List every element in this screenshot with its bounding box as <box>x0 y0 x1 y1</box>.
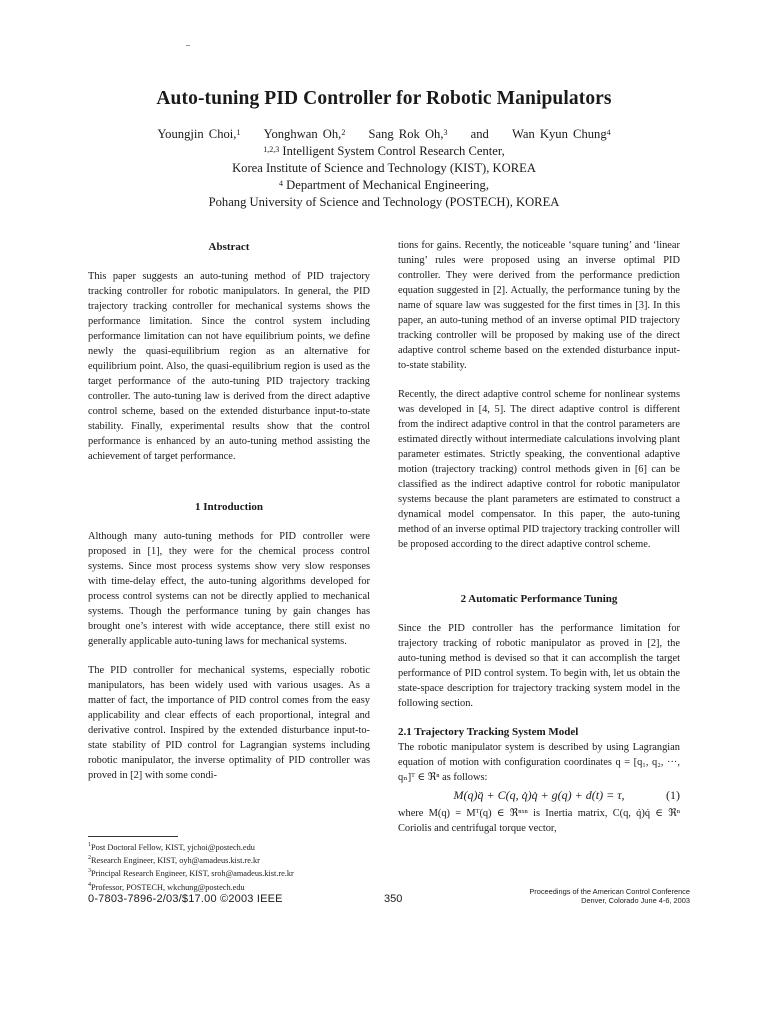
subsection-2-1-heading: 2.1 Trajectory Tracking System Model <box>398 726 579 738</box>
affiliation-line-2: Korea Institute of Science and Technology (KIST), KOREA <box>232 161 536 175</box>
footnote-4: $^4$Professor, POSTECH, wkchung@postech.edu <box>88 881 245 892</box>
author-block <box>0 126 768 211</box>
introduction-paragraph-2-end: tions for gains. Recently, the noticeable ‘square tuning’ and ‘linear tuning’ rules were proposed using an inverse optimal PID controller. They were derived from the performance prediction equation suggested in [2]. Actually, the performance tuning by the name of square law was suggested for the first times in [3]. In this paper, an auto-tuning method of an inverse optimal PID trajectory tracking controller will be proposed by making use of the direct adaptive control scheme based on the extended disturbance input-to-state stability. <box>398 240 680 371</box>
section-2-heading: 2 Automatic Performance Tuning <box>460 593 618 605</box>
page-number: 350 <box>384 893 403 905</box>
subsection-2-1-paragraph-2: where M(q) = Mᵀ(q) ∈ ℜⁿˣⁿ is Inertia matrix, C(q, q̇)q̇ ∈ ℜⁿ Coriolis and centrifugal torque vector, <box>398 808 680 834</box>
paper-title: Auto-tuning PID Controller for Robotic Manipulators <box>156 88 612 109</box>
footnote-3: $^3$Principal Research Engineer, KIST, sroh@amadeus.kist.re.kr <box>88 868 294 879</box>
introduction-paragraph-1: Although many auto-tuning methods for PID controller were proposed in [1], they were for the chemical process control systems. Since most process systems show very slow responses with time-delay effect, the auto-tuning algorithms developed for process control systems can not be directly applied to mechanical systems. Though the performance tuning by gain changes has brought one’s interest with wide acceptance, there still exist no generally applicable auto-tuning laws for mechanical systems. <box>88 531 370 647</box>
affiliation-line-4: Pohang University of Science and Technology (POSTECH), KOREA <box>208 195 560 209</box>
right-column <box>398 238 680 836</box>
abstract-text: This paper suggests an auto-tuning method of PID trajectory tracking controller for robotic manipulators. In general, the PID trajectory tracking controller for mechanical systems shows the performance limitation. Since the control system including performance limitation can not have equilibrium points, we define newly the quasi-equilibrium region as an alternative for equilibrium point. Also, the quasi-equilibrium region is used as the target performance of the auto-tuning PID trajectory tracking controller. The auto-tuning law is derived from the direct adaptive control scheme, based on the extended disturbance input-to-state stability. Finally, experimental results show that the control performance is enhanced by an auto-tuning method assisting the achievement of target performance. <box>88 271 370 462</box>
footnote-rule <box>88 836 178 837</box>
equation-1-number: (1) <box>666 788 680 802</box>
abstract-heading: Abstract <box>208 241 250 253</box>
author-4: Wan Kyun Chung$^4$ <box>512 127 611 141</box>
introduction-paragraph-3: Recently, the direct adaptive control scheme for nonlinear systems was developed in [4, 5]. The direct adaptive control is different from the indirect adaptive control in that the control parameters are estimated directly without intermediate calculations involving plant parameter estimates. Strictly speaking, the conventional adaptive motion (trajectory tracking) control methods given in [6] can be classified as the indirect adaptive control for robotic manipulator systems because the plant parameters are estimated to construct a dynamical model compensator. In this paper, the auto-tuning method of an inverse optimal PID trajectory tracking controller will be proposed according to the direct adaptive control scheme. <box>398 389 680 550</box>
equation-1-body: M(q)q̈ + C(q, q̇)q̇ + g(q) + d(t) = τ, <box>453 788 625 802</box>
scan-mark <box>186 45 190 46</box>
affiliation-line-1: $^{1,2,3}$ Intelligent System Control Research Center, <box>263 144 505 158</box>
footnote-1: $^1$Post Doctoral Fellow, KIST, yjchoi@postech.edu <box>88 842 255 852</box>
proceedings-info <box>529 887 690 905</box>
introduction-heading: 1 Introduction <box>195 501 263 513</box>
author-names <box>148 126 619 143</box>
author-3: Sang Rok Oh,$^3$ <box>368 127 448 141</box>
subsection-2-1-paragraph-1: The robotic manipulator system is described by using Lagrangian equation of motion with configuration coordinates q = [q₁, q₂, ···, qₙ]ᵀ ∈ ℜⁿ as follows: <box>398 742 680 783</box>
author-2: Yonghwan Oh,$^2$ <box>263 127 346 141</box>
author-1: Youngjin Choi,$^1$ <box>157 127 241 141</box>
affiliation-line-3: $^4$ Department of Mechanical Engineering, <box>279 178 489 192</box>
footnote-2: $^2$Research Engineer, KIST, oyh@amadeus.kist.re.kr <box>88 855 260 865</box>
introduction-paragraph-2-start: The PID controller for mechanical systems, especially robotic manipulators, has been widely used with various usages. As a matter of fact, the importance of PID control comes from the easy applicability and clear effects of each proportional, integral and derivative control. Inspired by the extended disturbance input-to-state stability of PID control for Lagrangian systems including robotic manipulator, the inverse optimality of PID controller was proved in [2] with some condi- <box>88 665 370 781</box>
author-conjunction: and <box>470 127 489 141</box>
proceedings-line-1: Proceedings of the American Control Conference <box>529 887 690 896</box>
proceedings-line-2: Denver, Colorado June 4-6, 2003 <box>581 896 690 905</box>
left-column <box>88 240 370 783</box>
section-2-paragraph-1: Since the PID controller has the performance limitation for trajectory tracking of robotic manipulator as proved in [2], the auto-tuning method is devised so that it can accomplish the target performance of PID control system. To begin with, let us obtain the state-space description for trajectory tracking system model in the following section. <box>398 623 680 709</box>
footnotes <box>88 836 378 893</box>
equation-1 <box>398 788 680 803</box>
isbn-copyright: 0-7803-7896-2/03/$17.00 ©2003 IEEE <box>88 893 283 905</box>
